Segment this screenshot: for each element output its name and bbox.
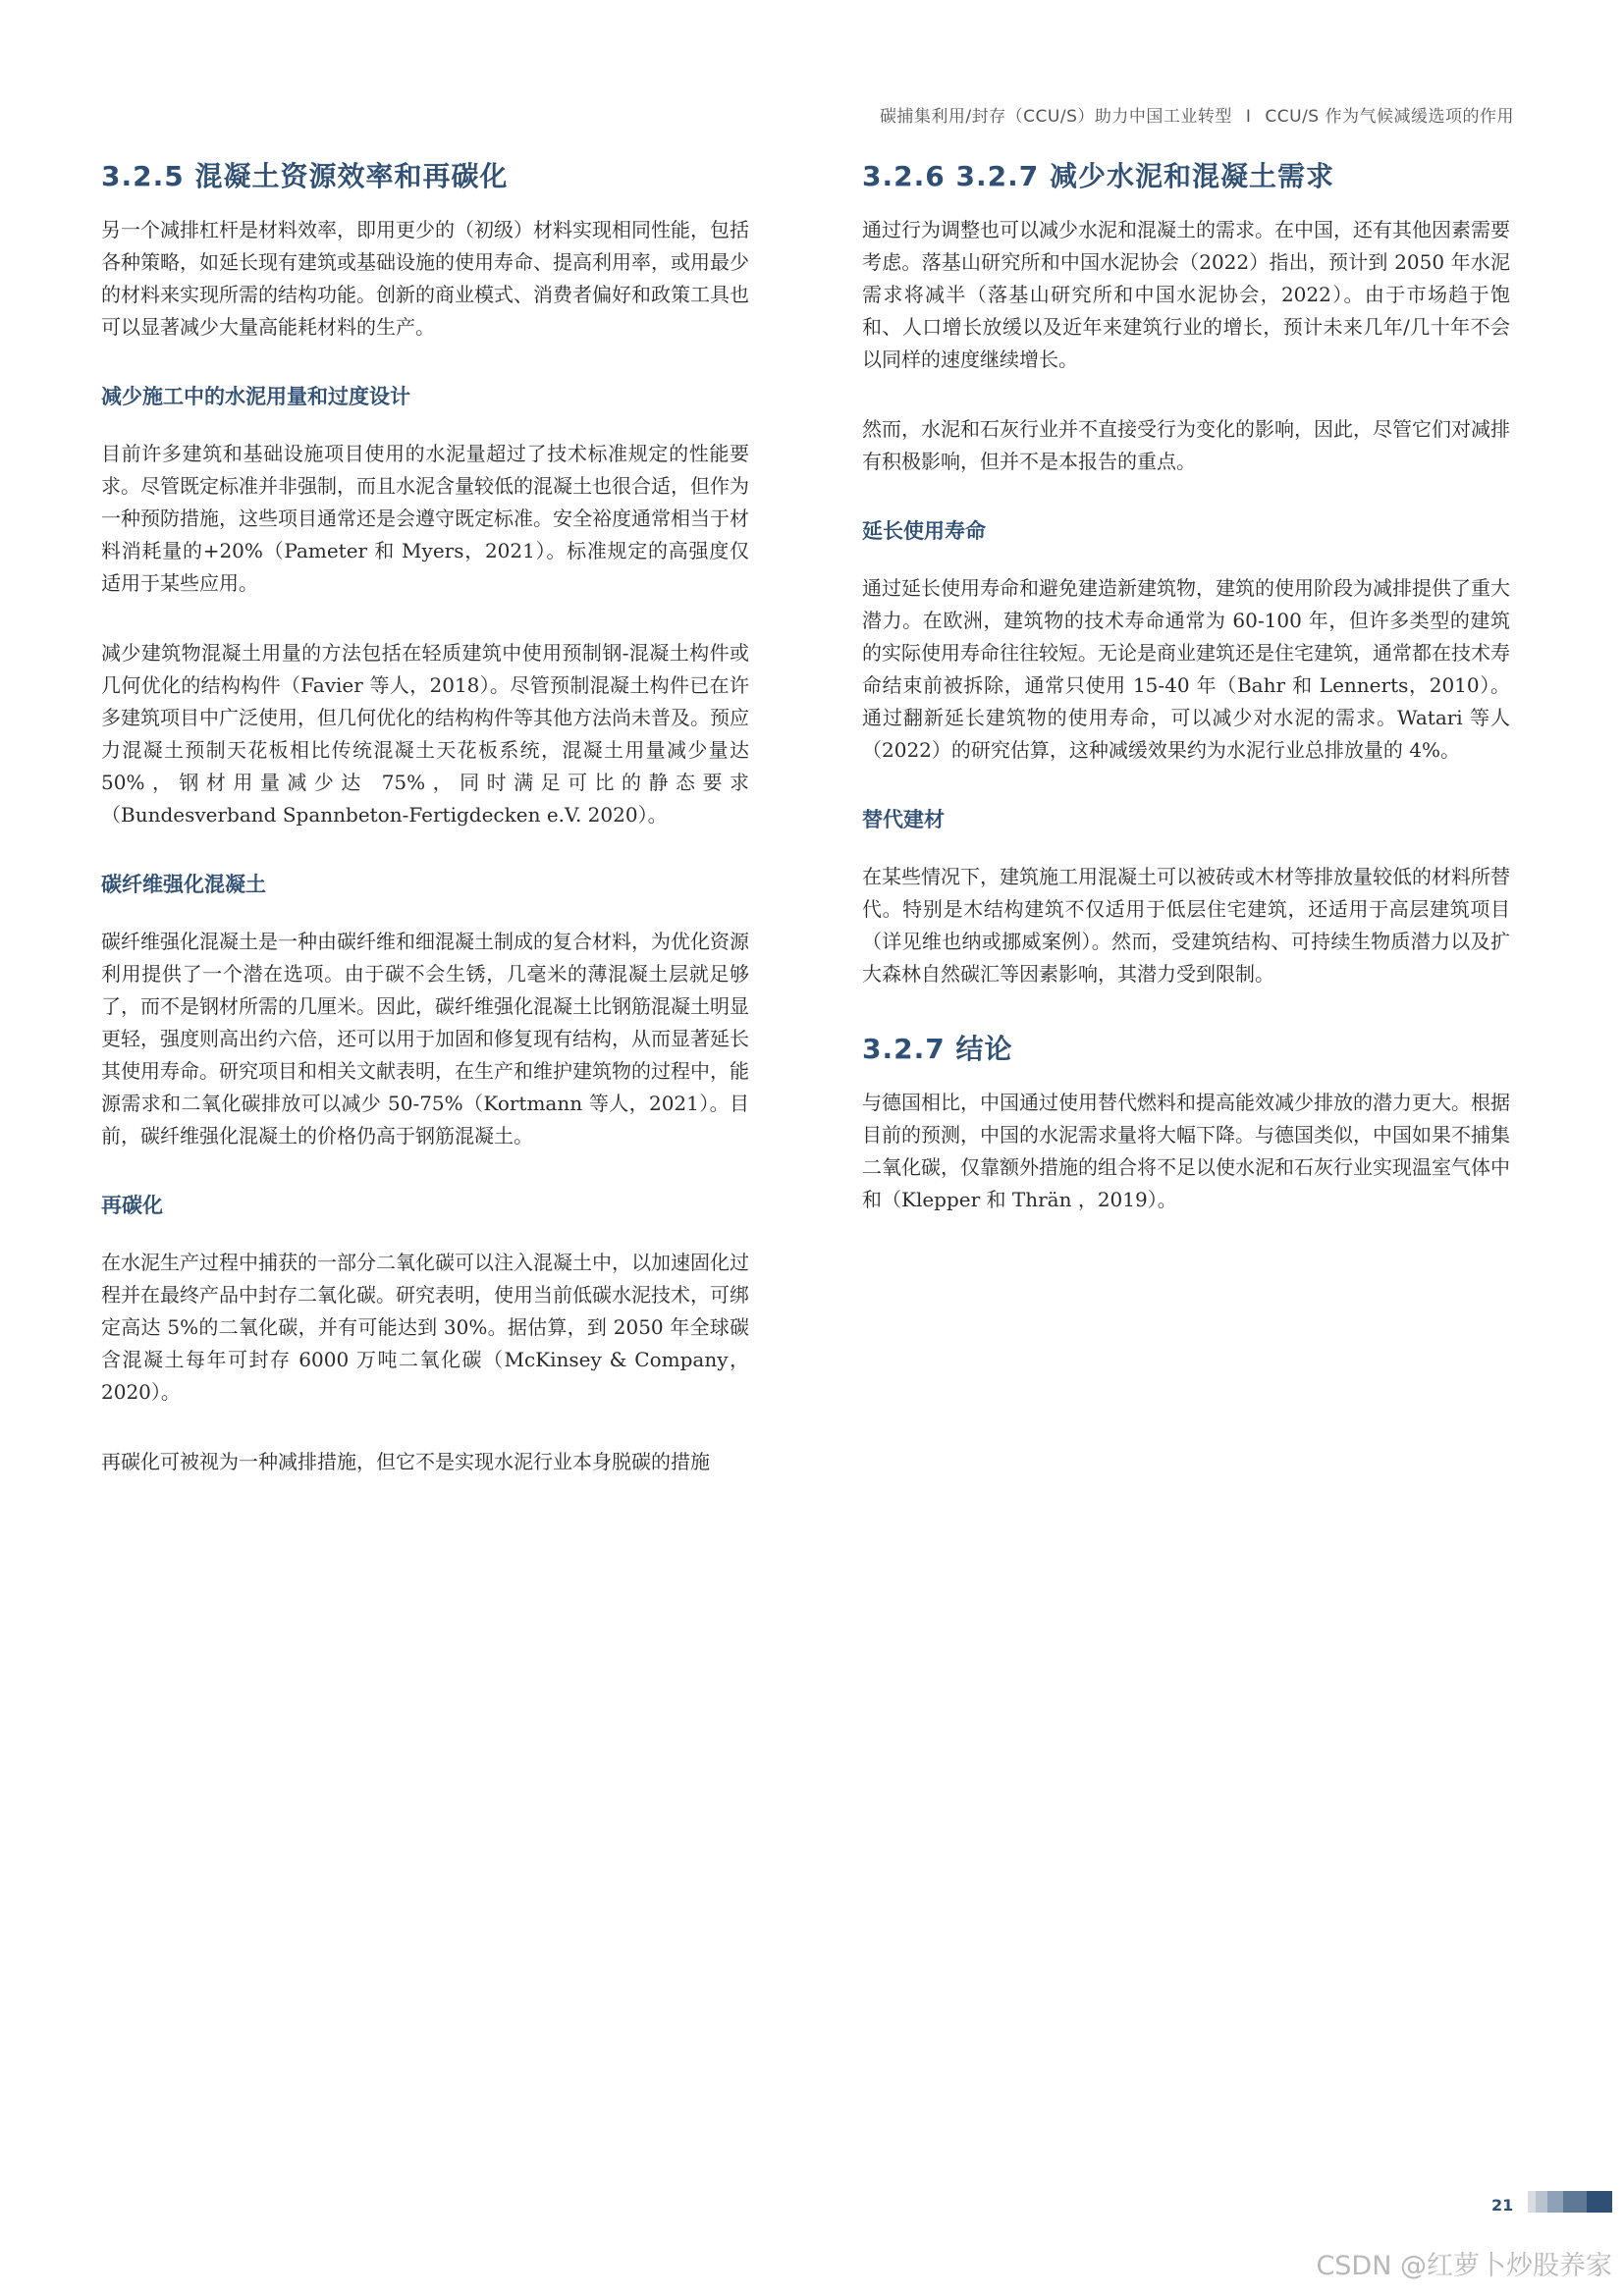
header-separator: I <box>1245 107 1252 127</box>
left-column <box>101 155 749 1516</box>
intro-paragraph: 另一个减排杠杆是材料效率，即用更少的（初级）材料实现相同性能，包括各种策略，如延长现有建筑或基础设施的使用寿命、提高利用率，或用最少的材料来实现所需的结构功能。创新的商业模式、消费者偏好和政策工具也可以显著减少大量高能耗材料的生产。 <box>101 218 749 339</box>
subheading-recarbonation: 再碳化 <box>101 1194 163 1217</box>
subheading-reduce-cement: 减少施工中的水泥用量和过度设计 <box>101 385 410 408</box>
subheading-alternative-materials: 替代建材 <box>862 808 945 831</box>
paragraph: 碳纤维强化混凝土是一种由碳纤维和细混凝土制成的复合材料，为优化资源利用提供了一个潜在选项。由于碳不会生锈，几毫米的薄混凝土层就足够了，而不是钢材所需的几厘米。因此，碳纤维强化混凝土比钢筋混凝土明显更轻，强度则高出约六倍，还可以用于加固和修复现有结构，从而显著延长其使用寿命。研究项目和相关文献表明，在生产和维护建筑物的过程中，能源需求和二氧化碳排放可以减少 50-75%（Kortmann 等人，2021）。目前，碳纤维强化混凝土的价格仍高于钢筋混凝土。 <box>101 930 749 1148</box>
watermark: CSDN @红萝卜炒股养家 <box>1316 2251 1612 2281</box>
footer-bar <box>1563 2191 1587 2213</box>
section-title-3-2-5: 3.2.5 混凝土资源效率和再碳化 <box>101 160 509 192</box>
footer-bar <box>1547 2191 1563 2213</box>
paragraph: 再碳化可被视为一种减排措施，但它不是实现水泥行业本身脱碳的措施 <box>101 1450 710 1473</box>
footer-bar <box>1528 2191 1536 2213</box>
header-right: CCU/S 作为气候减缓选项的作用 <box>1265 107 1514 127</box>
paragraph: 减少建筑物混凝土用量的方法包括在轻质建筑中使用预制钢-混凝土构件或几何优化的结构构件（Favier 等人，2018）。尽管预制混凝土构件已在许多建筑项目中广泛使用，但几何优化的结构构件等其他方法尚未普及。预应力混凝土预制天花板相比传统混凝土天花板系统，混凝土用量减少量达 50%，钢材用量减少达 75%，同时满足可比的静态要求（Bundesverband Spannbeton-Fertigdecken e.V. 2020）。 <box>101 641 749 827</box>
running-header <box>880 102 1514 127</box>
right-column <box>862 155 1510 1254</box>
paragraph: 在某些情况下，建筑施工用混凝土可以被砖或木材等排放量较低的材料所替代。特别是木结构建筑不仅适用于低层住宅建筑，还适用于高层建筑项目（详见维也纳或挪威案例）。然而，受建筑结构、可持续生物质潜力以及扩大森林自然碳汇等因素影响，其潜力受到限制。 <box>862 865 1510 986</box>
paragraph: 通过行为调整也可以减少水泥和混凝土的需求。在中国，还有其他因素需要考虑。落基山研究所和中国水泥协会（2022）指出，预计到 2050 年水泥需求将减半（落基山研究所和中国水泥协会，2022）。由于市场趋于饱和、人口增长放缓以及近年来建筑行业的增长，预计未来几年/几十年不会以同样的速度继续增长。 <box>862 218 1510 371</box>
header-left: 碳捕集利用/封存（CCU/S）助力中国工业转型 <box>879 107 1232 127</box>
paragraph: 然而，水泥和石灰行业并不直接受行为变化的影响，因此，尽管它们对减排有积极影响，但并不是本报告的重点。 <box>862 417 1510 473</box>
paragraph: 与德国相比，中国通过使用替代燃料和提高能效减少排放的潜力更大。根据目前的预测，中国的水泥需求量将大幅下降。与德国类似，中国如果不捕集二氧化碳，仅靠额外措施的组合将不足以使水泥和石灰行业实现温室气体中和（Klepper 和 Thrän ，2019）。 <box>862 1091 1510 1211</box>
footer-bar <box>1587 2191 1612 2213</box>
section-title-conclusion: 3.2.7 结论 <box>862 1033 1013 1065</box>
paragraph: 在水泥生产过程中捕获的一部分二氧化碳可以注入混凝土中，以加速固化过程并在最终产品中封存二氧化碳。研究表明，使用当前低碳水泥技术，可绑定高达 5%的二氧化碳，并有可能达到 30%。据估算，到 2050 年全球碳含混凝土每年可封存 6000 万吨二氧化碳（McKinsey & Company，2020）。 <box>101 1251 749 1404</box>
paragraph: 通过延长使用寿命和避免建造新建筑物，建筑的使用阶段为减排提供了重大潜力。在欧洲，建筑物的技术寿命通常为 60-100 年，但许多类型的建筑的实际使用寿命往往较短。无论是商业建筑还是住宅建筑，通常都在技术寿命结束前被拆除，通常只使用 15-40 年（Bahr 和 Lennerts，2010）。通过翻新延长建筑物的使用寿命，可以减少对水泥的需求。Watari 等人（2022）的研究估算，这种减缓效果约为水泥行业总排放量的 4%。 <box>862 576 1510 762</box>
paragraph: 目前许多建筑和基础设施项目使用的水泥量超过了技术标准规定的性能要求。尽管既定标准并非强制，而且水泥含量较低的混凝土也很合适，但作为一种预防措施，这些项目通常还是会遵守既定标准。安全裕度通常相当于材料消耗量的+20%（Pameter 和 Myers，2021）。标准规定的高强度仅适用于某些应用。 <box>101 442 749 595</box>
footer-color-bars <box>1528 2191 1612 2213</box>
page-number: 21 <box>1491 2196 1514 2215</box>
subheading-extend-lifetime: 延长使用寿命 <box>862 519 986 543</box>
subheading-carbon-fiber: 碳纤维强化混凝土 <box>101 873 266 896</box>
section-title-3-2-6: 3.2.6 3.2.7 减少水泥和混凝土需求 <box>862 160 1334 192</box>
footer-bar <box>1536 2191 1547 2213</box>
